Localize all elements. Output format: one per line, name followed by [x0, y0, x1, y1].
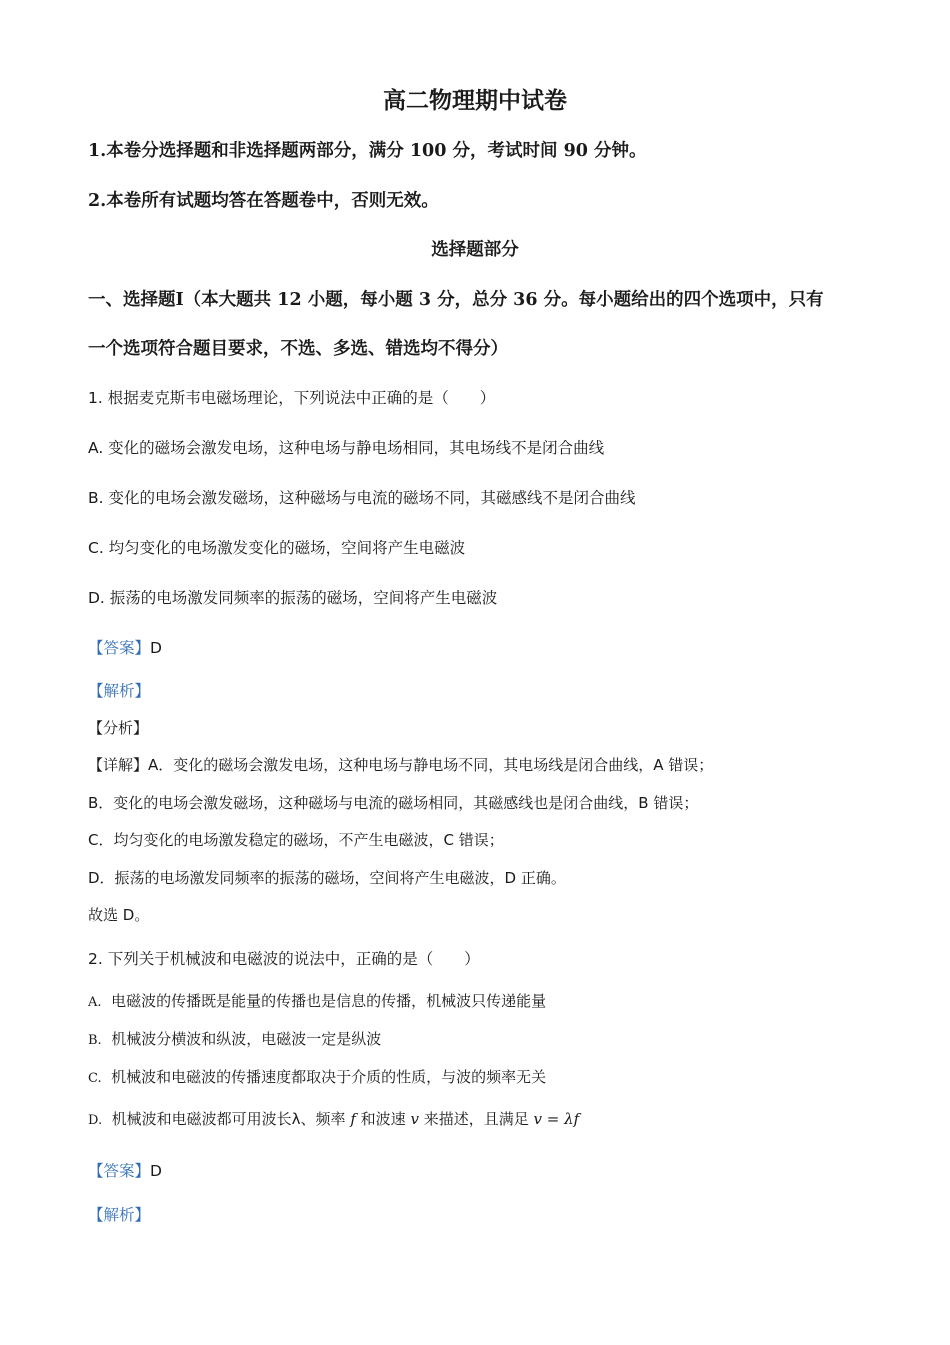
option-letter: D.	[88, 1113, 103, 1128]
option-text: 机械波分横波和纵波，电磁波一定是纵波	[111, 1030, 382, 1048]
question-1-option-d: D. 振荡的电场激发同频率的振荡的磁场，空间将产生电磁波	[88, 589, 498, 607]
part1-instructions-line1: 一、选择题I（本大题共 12 小题，每小题 3 分，总分 36 分。每小题给出的四个选项中，只有	[88, 290, 824, 310]
exam-note-2: 2.本卷所有试题均答在答题卷中，否则无效。	[88, 191, 439, 211]
question-1-option-c: C. 均匀变化的电场激发变化的磁场，空间将产生电磁波	[88, 539, 466, 557]
answer-label: 【答案】	[88, 1162, 151, 1180]
option-letter: B.	[88, 1033, 102, 1048]
question-2-option-a	[88, 990, 546, 1011]
formula: v = λf	[533, 1110, 580, 1128]
question-2-option-b	[88, 1028, 381, 1049]
answer-label: 【答案】	[88, 639, 151, 657]
answer-value: D	[150, 1162, 162, 1180]
question-1-detail-d: D．振荡的电场激发同频率的振荡的磁场，空间将产生电磁波，D 正确。	[88, 869, 566, 887]
question-1-detail-c: C．均匀变化的电场激发稳定的磁场，不产生电磁波，C 错误；	[88, 831, 504, 849]
question-2-stem: 2. 下列关于机械波和电磁波的说法中，正确的是（ ）	[88, 950, 480, 968]
question-1-stem: 1. 根据麦克斯韦电磁场理论，下列说法中正确的是（ ）	[88, 389, 496, 407]
question-2-answer	[88, 1159, 162, 1181]
option-text: 和波速	[360, 1110, 406, 1128]
section-heading: 选择题部分	[431, 240, 519, 260]
exam-note-1: 1.本卷分选择题和非选择题两部分，满分 100 分，考试时间 90 分钟。	[88, 141, 647, 161]
option-text: 机械波和电磁波都可用波长λ、频率	[111, 1110, 346, 1128]
question-2-analysis-label: 【解析】	[88, 1206, 151, 1224]
option-letter: A.	[88, 995, 102, 1010]
part1-instructions-line2: 一个选项符合题目要求，不选、多选、错选均不得分）	[88, 339, 508, 359]
question-1-conclusion: 故选 D。	[88, 906, 150, 924]
question-2-option-d	[88, 1108, 579, 1129]
question-2-option-c	[88, 1066, 546, 1087]
option-text: 电磁波的传播既是能量的传播也是信息的传播，机械波只传递能量	[111, 992, 547, 1010]
question-1-option-b: B. 变化的电场会激发磁场，这种磁场与电流的磁场不同，其磁感线不是闭合曲线	[88, 489, 636, 507]
page-title: 高二物理期中试卷	[383, 87, 567, 114]
option-text: 来描述，且满足	[423, 1110, 529, 1128]
symbol-f: f	[350, 1110, 356, 1128]
question-1-answer	[88, 636, 162, 658]
question-1-analysis-label: 【解析】	[88, 682, 151, 700]
question-1-option-a: A. 变化的磁场会激发电场，这种电场与静电场相同，其电场线不是闭合曲线	[88, 439, 605, 457]
answer-value: D	[150, 639, 162, 657]
question-1-fenxi: 【分析】	[88, 719, 149, 737]
question-1-detail-a: 【详解】A．变化的磁场会激发电场，这种电场与静电场不同，其电场线是闭合曲线，A 错误；	[88, 756, 714, 774]
option-text: 机械波和电磁波的传播速度都取决于介质的性质，与波的频率无关	[111, 1068, 547, 1086]
symbol-v: v	[410, 1110, 419, 1128]
option-letter: C.	[88, 1071, 102, 1086]
question-1-detail-b: B．变化的电场会激发磁场，这种磁场与电流的磁场相同，其磁感线也是闭合曲线，B 错误；	[88, 794, 699, 812]
